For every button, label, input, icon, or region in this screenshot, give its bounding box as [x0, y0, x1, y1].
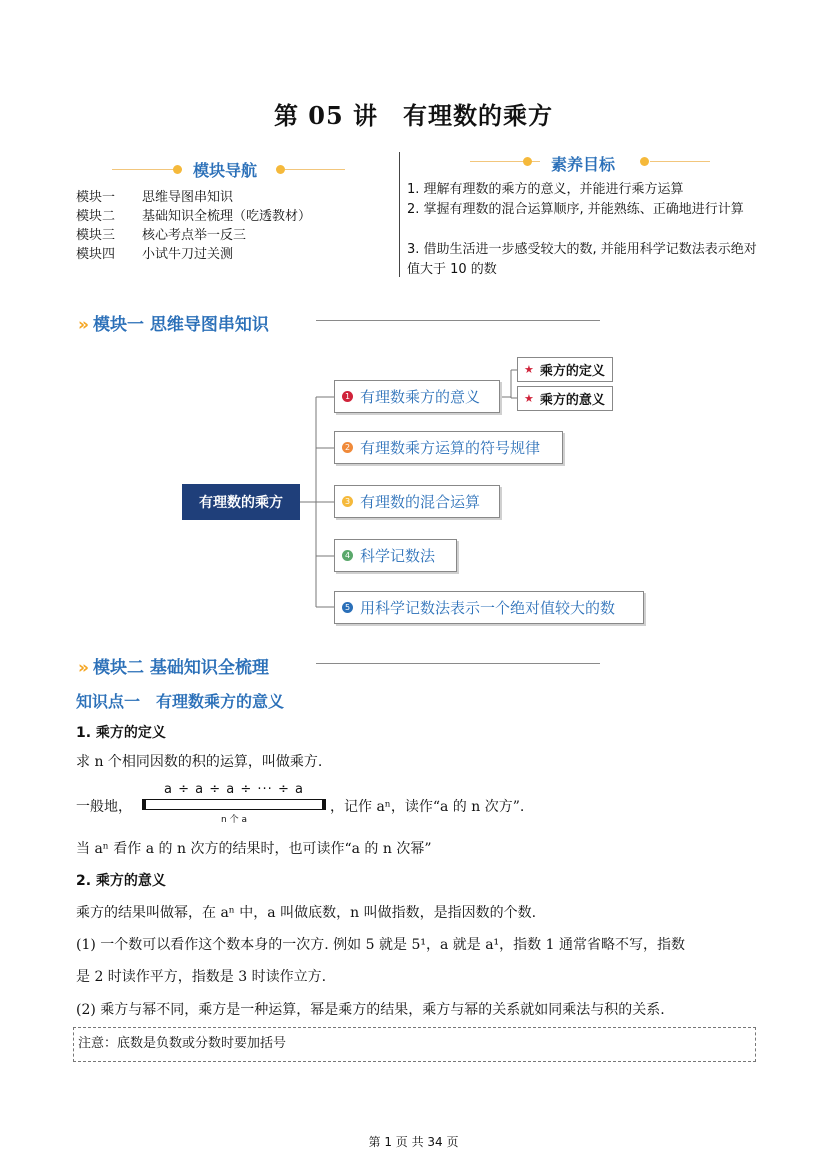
paragraph: 当 aⁿ 看作 a 的 n 次方的结果时，也可读作“a 的 n 次幂” [76, 841, 432, 857]
nav-item[interactable]: 模块三 核心考点举一反三 [76, 228, 247, 243]
star-icon: ★ [524, 363, 534, 376]
number-badge-icon: 5 [342, 602, 353, 613]
chevron-icon: » [78, 658, 89, 678]
paragraph: (1) 一个数可以看作这个数本身的一次方. 例如 5 就是 5¹，a 就是 a¹，指数 1 通常省略不写，指数 [76, 937, 685, 953]
number-badge-icon: 1 [342, 391, 353, 402]
paragraph-prefix: 一般地， [76, 799, 132, 815]
section-heading: 1. 乘方的定义 [76, 725, 166, 741]
goal-item: 1. 理解有理数的乘方的意义，并能进行乘方运算 [407, 182, 684, 197]
number-badge-icon: 2 [342, 442, 353, 453]
goal-item: 3. 借助生活进一步感受较大的数, 并能用科学记数法表示绝对值大于 10 的数 [407, 242, 757, 277]
mindmap-sub[interactable]: ★ 乘方的定义 [517, 357, 613, 382]
paragraph: (2) 乘方与幂不同，乘方是一种运算，幂是乘方的结果，乘方与幂的关系就如同乘法与积的关系. [76, 1002, 665, 1018]
mindmap-root[interactable]: 有理数的乘方 [182, 484, 300, 520]
note-box [73, 1027, 756, 1062]
paragraph-suffix: ，记作 aⁿ，读作“a 的 n 次方”. [330, 799, 525, 815]
knowledge-point-title: 知识点一 有理数乘方的意义 [76, 692, 285, 711]
division-expression: a ÷ a ÷ a ÷ ··· ÷ a [164, 782, 304, 797]
mindmap-branch[interactable]: 2 有理数乘方运算的符号规律 [334, 431, 563, 464]
page-footer: 第 1 页 共 34 页 [368, 1135, 459, 1149]
page-title: 第 05 讲 有理数的乘方 [273, 101, 554, 130]
paragraph: 求 n 个相同因数的积的运算，叫做乘方. [76, 754, 323, 770]
star-icon: ★ [524, 392, 534, 405]
nav-item[interactable]: 模块二 基础知识全梳理（吃透教材） [76, 209, 312, 224]
mindmap-branch[interactable]: 3 有理数的混合运算 [334, 485, 500, 518]
module1-header: » 模块一 思维导图串知识 [78, 315, 269, 335]
mindmap-sub[interactable]: ★ 乘方的意义 [517, 386, 613, 411]
nav-item[interactable]: 模块四 小试牛刀过关测 [76, 247, 234, 262]
mindmap-branch[interactable]: 5 用科学记数法表示一个绝对值较大的数 [334, 591, 644, 624]
paragraph: 乘方的结果叫做幂，在 aⁿ 中，a 叫做底数，n 叫做指数，是指因数的个数. [76, 905, 537, 921]
nav-heading: 模块导航 [192, 161, 257, 180]
nav-item[interactable]: 模块一 思维导图串知识 [76, 190, 234, 205]
goal-item: 2. 掌握有理数的混合运算顺序, 并能熟练、正确地进行计算 [407, 202, 744, 217]
paragraph: 是 2 时读作平方，指数是 3 时读作立方. [76, 969, 327, 985]
chevron-icon: » [78, 315, 89, 335]
brace-label: n 个 a [221, 815, 247, 825]
goals-heading: 素养目标 [550, 155, 615, 174]
section-heading: 2. 乘方的意义 [76, 873, 166, 889]
module2-header: » 模块二 基础知识全梳理 [78, 658, 269, 678]
note-text: 注意：底数是负数或分数时要加括号 [78, 1036, 287, 1051]
mindmap-branch[interactable]: 4 科学记数法 [334, 539, 457, 572]
number-badge-icon: 4 [342, 550, 353, 561]
mindmap-branch[interactable]: 1 有理数乘方的意义 [334, 380, 500, 413]
divider [316, 663, 600, 664]
underbrace [142, 799, 326, 810]
number-badge-icon: 3 [342, 496, 353, 507]
